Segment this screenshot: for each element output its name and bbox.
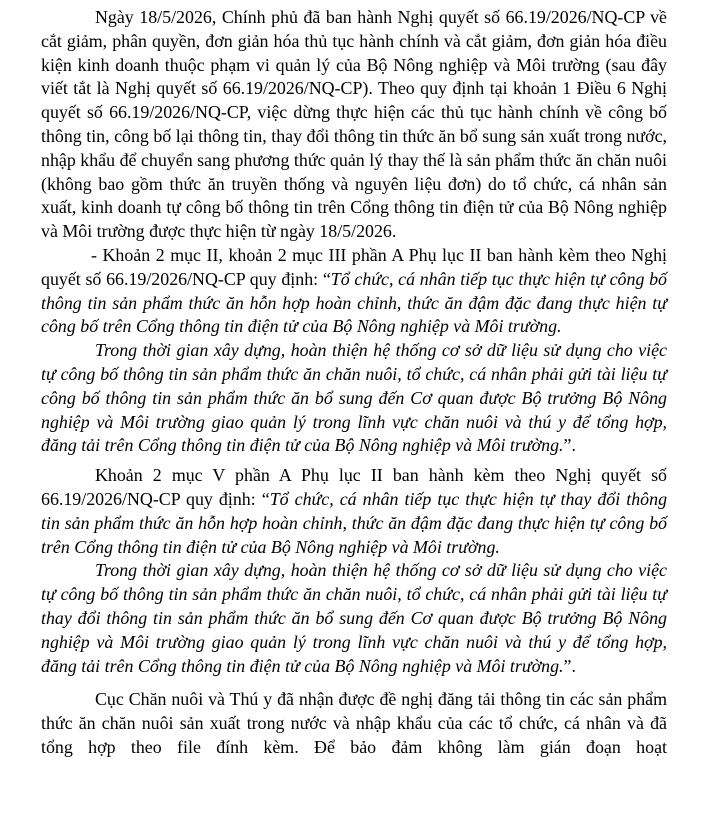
quote-interim-change-text: Trong thời gian xây dựng, hoàn thiện hệ thống cơ sở dữ liệu sử dụng cho việc tự công bố thông tin sản phẩm thức ăn chăn nuôi, tổ chức, cá nhân phải gửi tài liệu tự thay đổi thông tin sản phẩm thức ăn bổ sung đến Cơ quan được Bộ trưởng Bộ Nông nghiệp và Môi trường giao quản lý trong lĩnh vực chăn nuôi và thú y để tổng hợp, đăng tải trên Cổng thông tin điện tử của Bộ Nông nghiệp và Môi trường. (41, 560, 667, 676)
quote-continue-self-change: Tổ chức, cá nhân tiếp tục thực hiện tự thay đổi thông tin sản phẩm thức ăn hỗn hợp hoàn chỉnh, thức ăn đậm đặc đang thực hiện tự công bố trên Cổng thông tin điện tử của Bộ Nông nghiệp và Môi trường. (41, 488, 668, 557)
quote-interim-submission-text: Trong thời gian xây dựng, hoàn thiện hệ thống cơ sở dữ liệu sử dụng cho việc tự công bố thông tin sản phẩm thức ăn chăn nuôi, tổ chức, cá nhân phải gửi tài liệu tự công bố thông tin sản phẩm thức ăn bổ sung đến Cơ quan được Bộ trưởng Bộ Nông nghiệp và Môi trường giao quản lý trong lĩnh vực chăn nuôi và thú y để tổng hợp, đăng tải trên Cổng thông tin điện tử của Bộ Nông nghiệp và Môi trường. (41, 340, 667, 456)
quote-close-mark: ”. (563, 655, 576, 676)
paragraph-resolution-intro: Ngày 18/5/2026, Chính phủ đã ban hành Nghị quyết số 66.19/2026/NQ-CP về cắt giảm, phân quyền, đơn giản hóa thủ tục hành chính và cắt giảm, đơn giản hóa điều kiện kinh doanh thuộc phạm vi quản lý của Bộ Nông nghiệp và Môi trường (sau đây viết tắt là Nghị quyết số 66.19/2026/NQ-CP). Theo quy định tại khoản 1 Điều 6 Nghị quyết số 66.19/2026/NQ-CP, việc dừng thực hiện các thủ tục hành chính về công bố thông tin, công bố lại thông tin, thay đổi thông tin thức ăn bổ sung sản xuất trong nước, nhập khẩu để chuyển sang phương thức quản lý thay thế là sản phẩm thức ăn chăn nuôi (không bao gồm thức ăn truyền thống và nguyên liệu đơn) do tổ chức, cá nhân sản xuất, kinh doanh tự công bố thông tin trên Cổng thông tin điện tử của Bộ Nông nghiệp và Môi trường được thực hiện từ ngày 18/5/2026. (41, 7, 667, 242)
paragraph-quote-interim-submission (41, 339, 667, 458)
paragraph-appendix-section-v-intro: Khoản 2 mục V phần A Phụ lục II ban hành kèm theo Nghị quyết số 66.19/2026/NQ-CP quy định: “ (41, 465, 667, 509)
quote-continue-self-declaration: Tổ chức, cá nhân tiếp tục thực hiện tự công bố thông tin sản phẩm thức ăn hỗn hợp hoàn chỉnh, thức ăn đậm đặc đang thực hiện tự công bố trên Cổng thông tin điện tử của Bộ Nông nghiệp và Môi trường. (41, 268, 667, 337)
paragraph-department-notice: Cục Chăn nuôi và Thú y đã nhận được đề nghị đăng tải thông tin các sản phẩm thức ăn chăn nuôi sản xuất trong nước và nhập khẩu của các tổ chức, cá nhân và đã tổng hợp theo file đính kèm. Để bảo đảm không làm gián đoạn hoạt (41, 689, 667, 757)
paragraph-appendix-section-v (41, 464, 667, 559)
paragraph-quote-interim-change (41, 559, 667, 678)
document-page (41, 6, 667, 760)
paragraph-appendix-section-ii-iii-intro: - Khoản 2 mục II, khoản 2 mục III phần A Phụ lục II ban hành kèm theo Nghị quyết số 66.19/2026/NQ-CP quy định: “ (41, 244, 667, 289)
paragraph-appendix-section-ii-iii (41, 244, 667, 339)
quote-close-mark: ”. (563, 435, 576, 456)
